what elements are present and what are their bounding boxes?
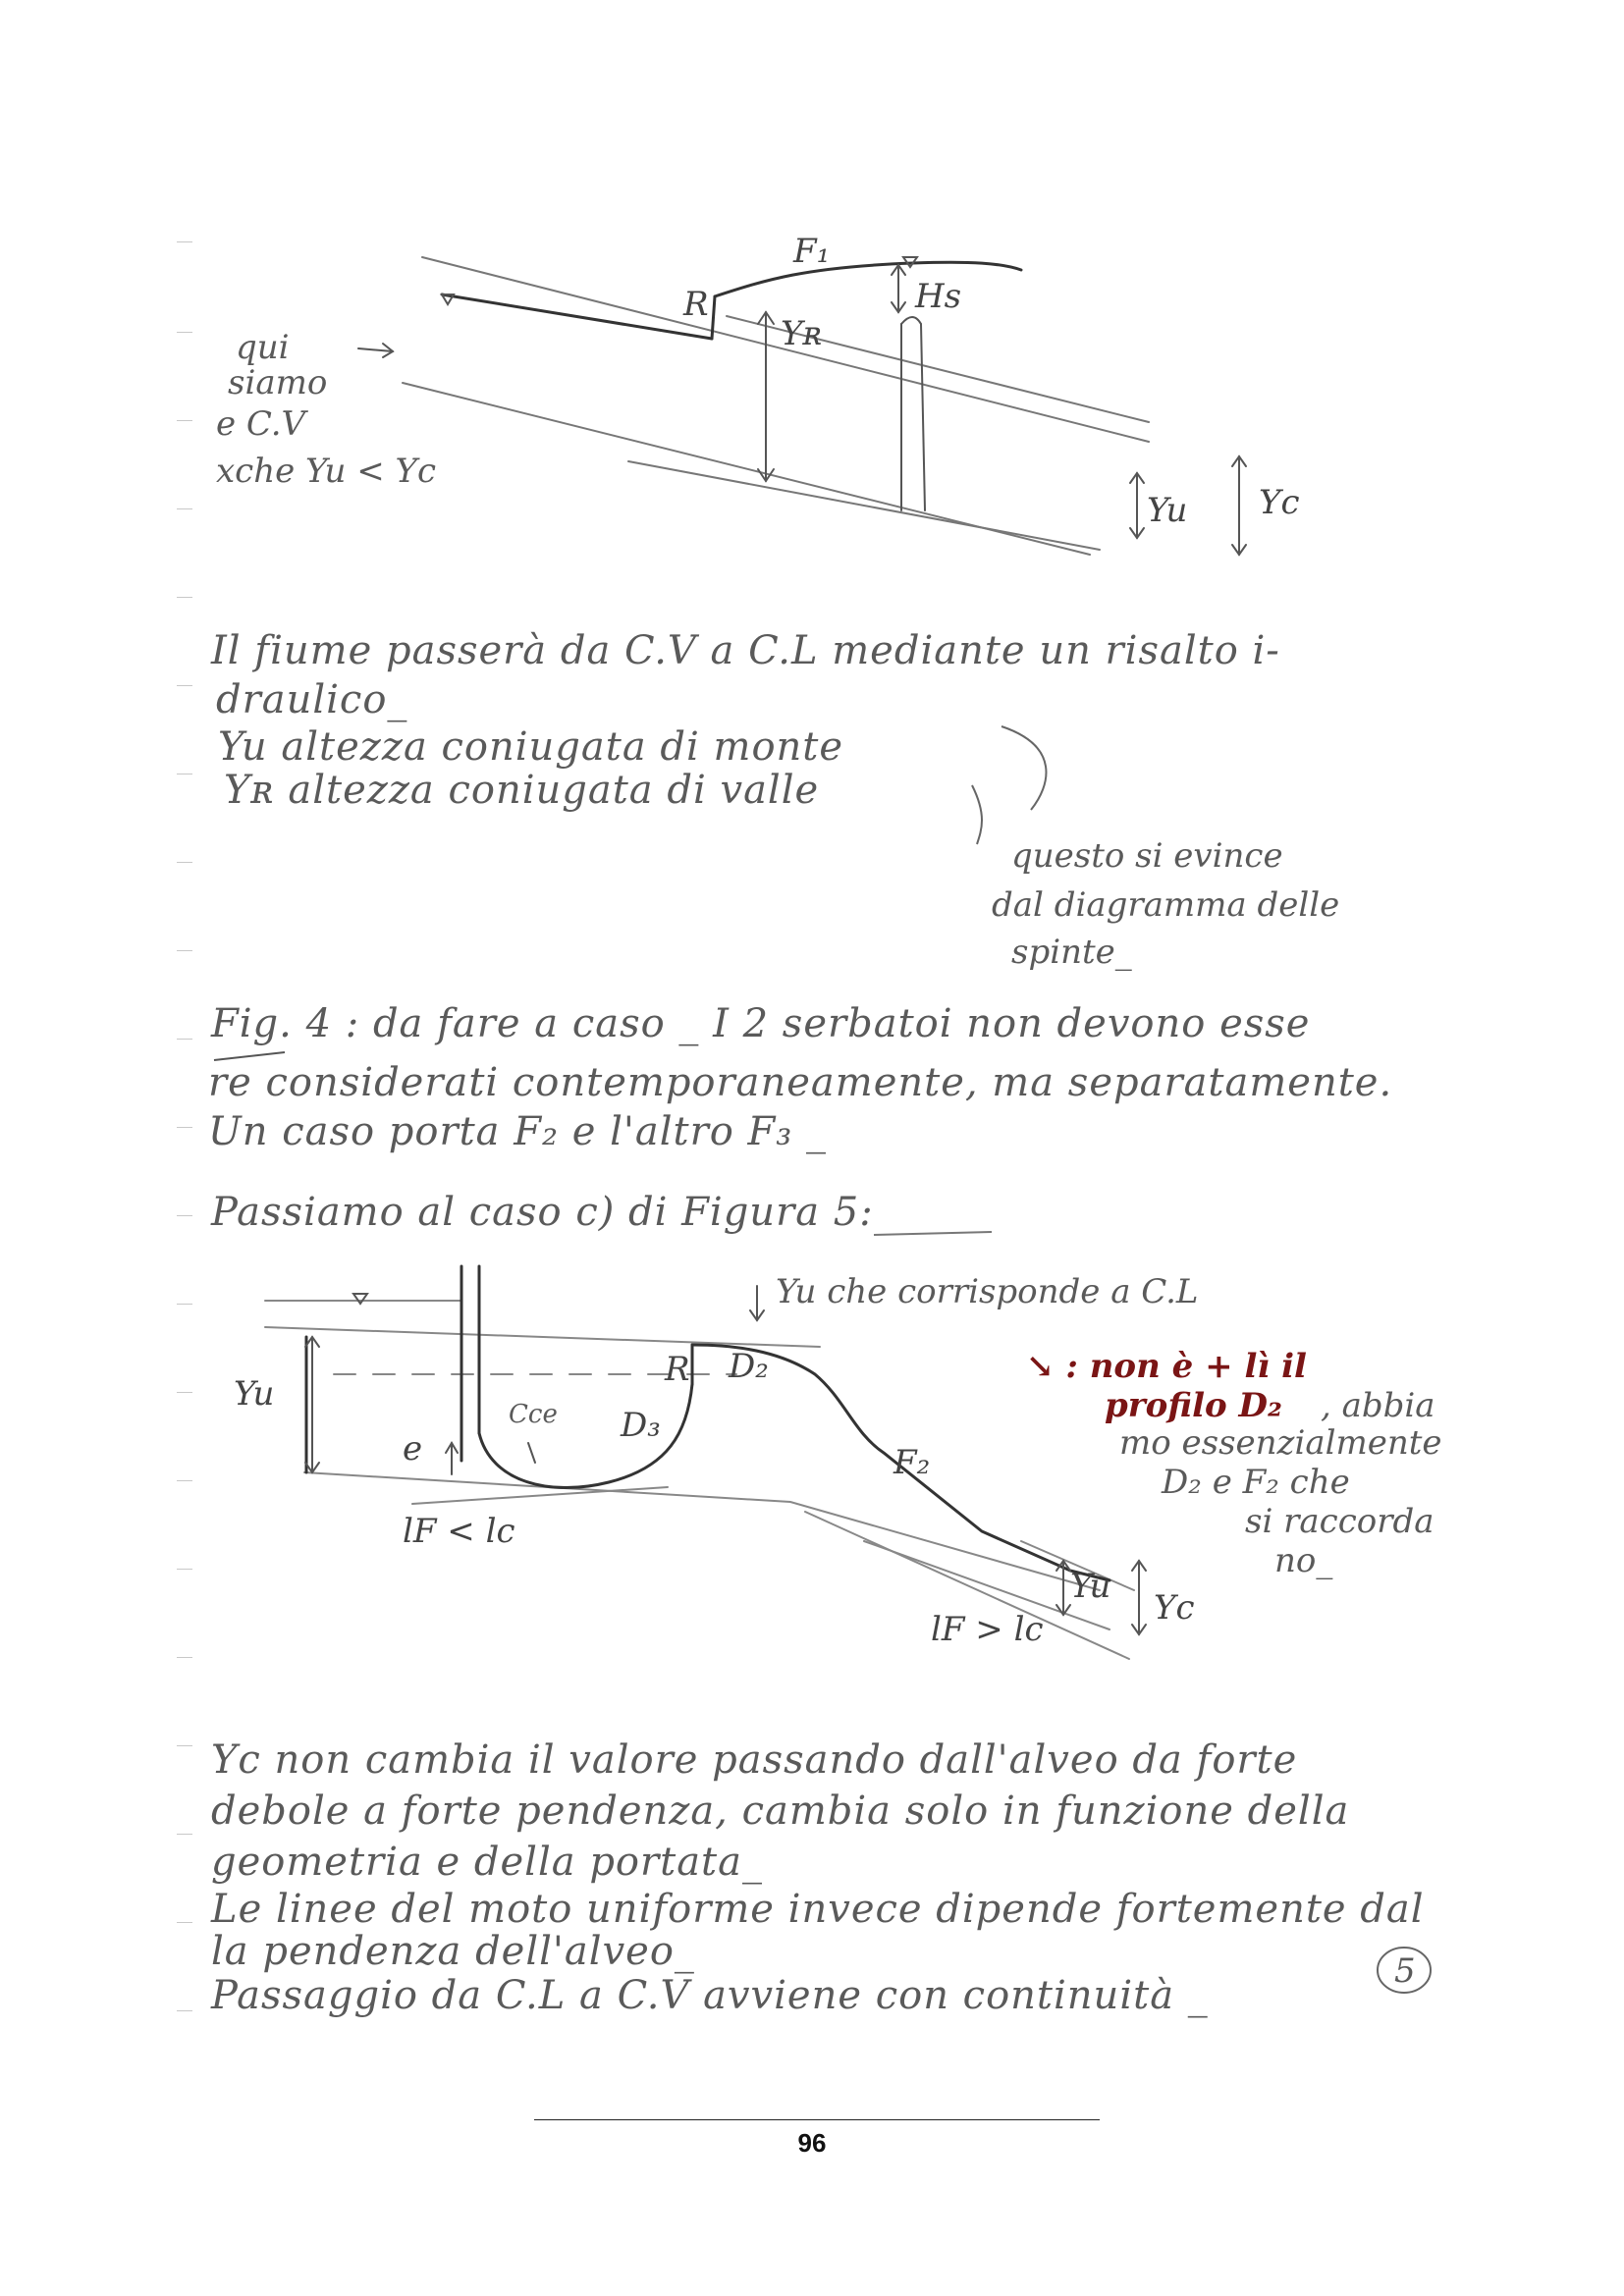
gray-note-line: si raccorda <box>1245 1502 1435 1541</box>
margin-note-line: e C.V <box>216 404 306 444</box>
bed-line-lower <box>412 1487 668 1504</box>
side-note-line: spinte_ <box>1011 933 1132 972</box>
label-lf-lt-lc: lF < lc <box>403 1512 515 1551</box>
text-line: Yc non cambia il valore passando dall'alveo da forte <box>211 1737 1298 1783</box>
label-yc-right: Yc <box>1154 1588 1195 1628</box>
label-f1: F₁ <box>793 232 831 271</box>
water-surface-upstream <box>442 294 712 339</box>
water-level-triangle <box>353 1294 367 1304</box>
f1-profile <box>715 262 1021 296</box>
text-line: debole a forte pendenza, cambia solo in funzione della <box>211 1789 1350 1834</box>
text-line: Il fiume passerà da C.V a C.L mediante un risalto i- <box>211 628 1280 673</box>
red-note-line: profilo D₂ <box>1105 1386 1282 1425</box>
page-number: 96 <box>797 2128 827 2158</box>
label-f2: F₂ <box>893 1443 931 1482</box>
label-e: e <box>403 1429 423 1468</box>
text-line: re considerati contemporaneamente, ma separatamente. <box>208 1060 1393 1105</box>
label-hs: Hs <box>915 277 962 316</box>
text-line: Fig. 4 : da fare a caso _ I 2 serbatoi non devono esse <box>211 1001 1311 1046</box>
side-note-line: questo si evince <box>1011 836 1283 876</box>
label-lf-gt-lc: lF > lc <box>931 1610 1044 1649</box>
label-d2: D₂ <box>729 1347 769 1386</box>
gray-note-line: D₂ e F₂ che <box>1162 1463 1350 1502</box>
label-yu: Yu <box>1147 491 1188 530</box>
label-r: R <box>683 285 709 324</box>
bed-line-bottom <box>628 461 1100 550</box>
gray-note-line: mo essenzialmente <box>1119 1423 1442 1463</box>
footer-rule <box>534 2119 1100 2120</box>
text-line: Un caso porta F₂ e l'altro F₃ _ <box>208 1109 828 1154</box>
text-line: la pendenza dell'alveo_ <box>211 1929 695 1974</box>
margin-note-line: xche Yu < Yc <box>216 452 437 491</box>
text-line: Le linee del moto uniforme invece dipende fortemente dal <box>211 1887 1425 1932</box>
label-yr: Yʀ <box>781 314 823 353</box>
margin-note-line: qui <box>236 328 290 367</box>
text-line: draulico_ <box>216 677 408 722</box>
reservoir-water-line <box>265 1327 820 1347</box>
text-line: Yu altezza coniugata di monte <box>218 724 844 770</box>
side-note-line: dal diagramma delle <box>992 885 1340 925</box>
top-note: Yu che corrisponde a C.L <box>776 1272 1199 1311</box>
margin-note-line: siamo <box>228 363 328 402</box>
gray-note-line: , abbia <box>1321 1386 1435 1425</box>
label-yc: Yc <box>1259 483 1300 522</box>
gray-note-line: no_ <box>1274 1541 1333 1580</box>
section-heading: Passiamo al caso c) di Figura 5: <box>211 1190 874 1235</box>
label-cce: Cce <box>509 1400 558 1429</box>
red-note-line: ↘ : non è + lì il <box>1026 1347 1307 1386</box>
circled-page-number: 5 <box>1394 1951 1416 1991</box>
label-d3: D₃ <box>621 1406 661 1445</box>
text-line: Passaggio da C.L a C.V avviene con continuità _ <box>211 1973 1209 2018</box>
text-line: geometria e della portata_ <box>211 1840 763 1885</box>
label-yu-left: Yu <box>234 1374 275 1414</box>
label-yu-right: Yu <box>1070 1567 1111 1606</box>
text-line: Yʀ altezza coniugata di valle <box>224 768 820 813</box>
label-r2: R <box>665 1350 690 1389</box>
